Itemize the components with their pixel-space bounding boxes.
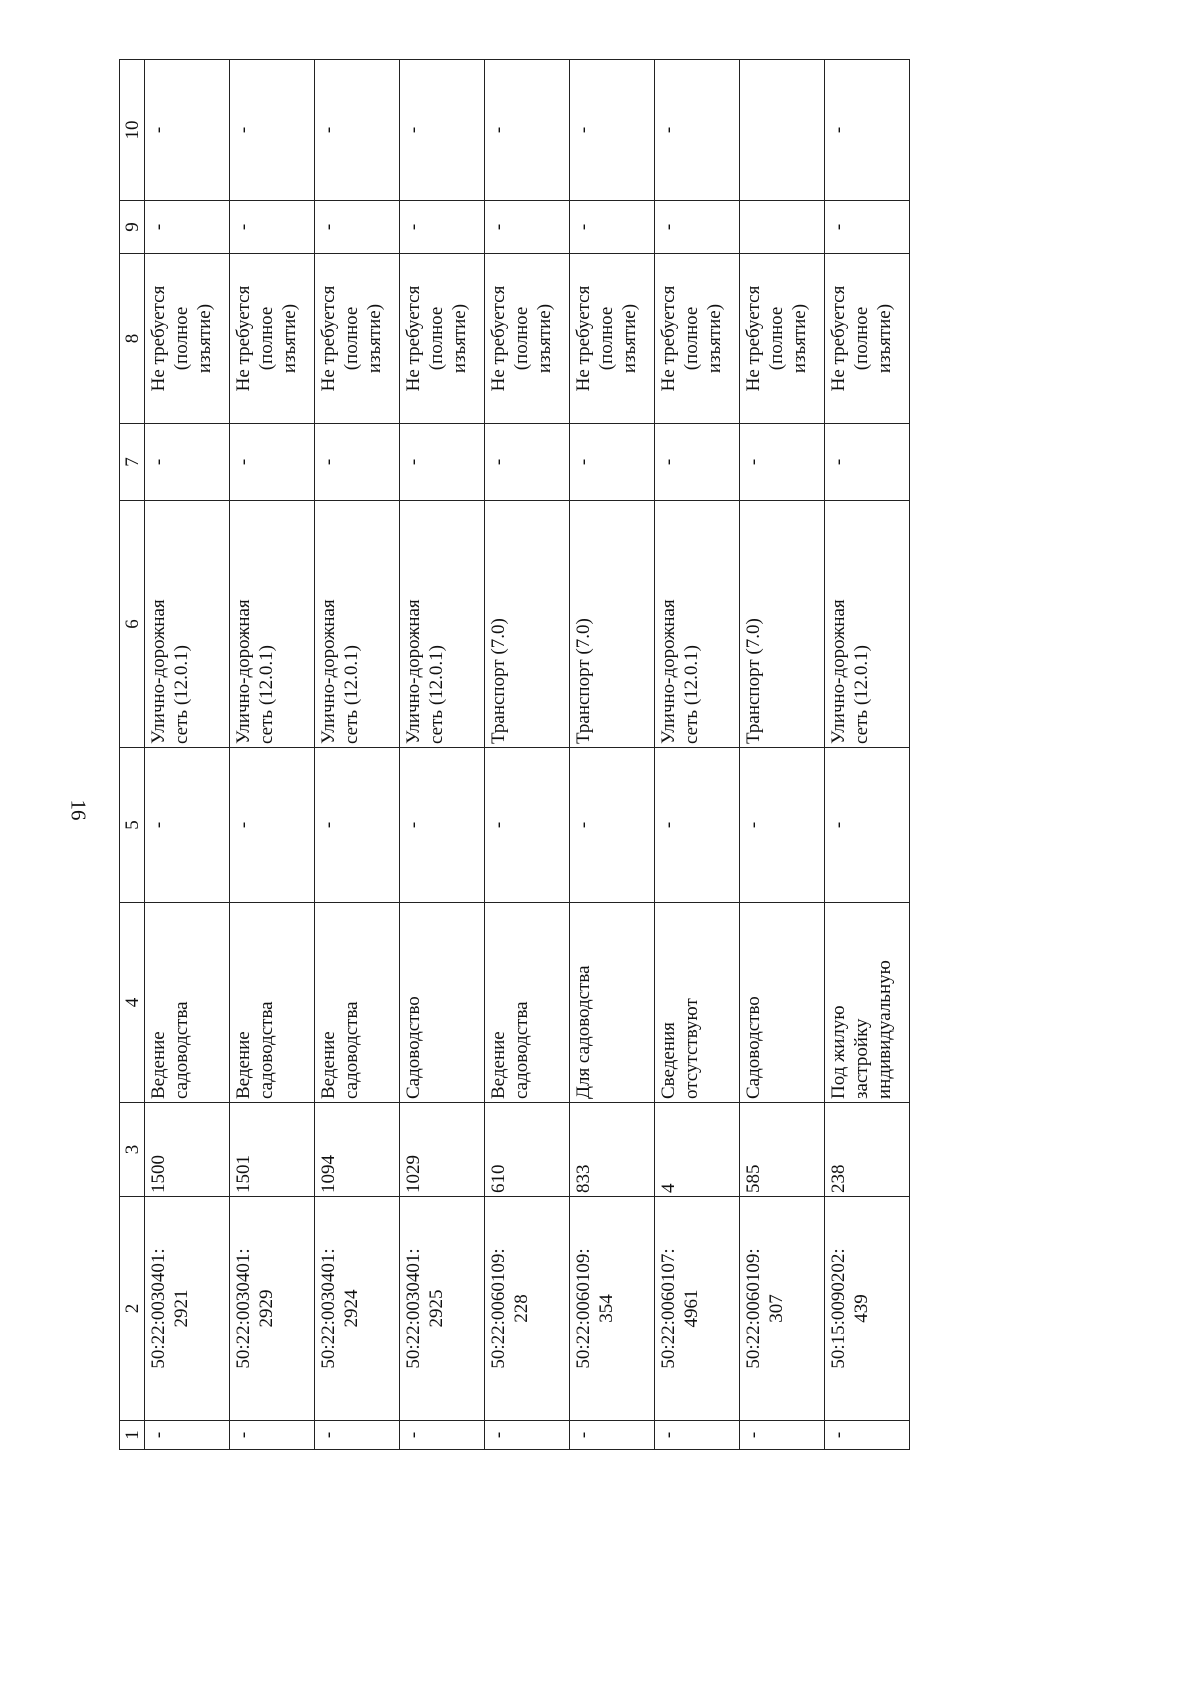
table-row xyxy=(740,60,825,1450)
row-marker-cell: - xyxy=(315,1421,400,1450)
row-marker-cell: - xyxy=(145,1421,230,1450)
area-cell: 4 xyxy=(655,1103,740,1197)
row-marker-cell: - xyxy=(485,1421,570,1450)
header-cell: 1 xyxy=(120,1421,145,1450)
area-cell: 1029 xyxy=(400,1103,485,1197)
restriction-cell: Не требуется (полное изъятие) xyxy=(655,254,740,424)
page-number-text: 16 xyxy=(66,799,91,821)
column-9-cell: - xyxy=(655,201,740,254)
area-cell: 1094 xyxy=(315,1103,400,1197)
column-5-cell: - xyxy=(485,748,570,903)
area-cell: 238 xyxy=(825,1103,910,1197)
planned-use-cell: Транспорт (7.0) xyxy=(485,501,570,748)
planned-use-cell: Улично-дорожная сеть (12.0.1) xyxy=(400,501,485,748)
column-10-cell xyxy=(740,60,825,201)
cadastral-number-cell: 50:22:0030401: 2924 xyxy=(315,1197,400,1421)
rotated-table-wrapper xyxy=(119,60,905,1450)
column-5-cell: - xyxy=(825,748,910,903)
column-5-cell: - xyxy=(230,748,315,903)
restriction-cell: Не требуется (полное изъятие) xyxy=(485,254,570,424)
column-10-cell: - xyxy=(315,60,400,201)
column-7-cell: - xyxy=(655,424,740,501)
planned-use-cell: Улично-дорожная сеть (12.0.1) xyxy=(145,501,230,748)
permitted-use-cell: Под жилую застройку индивидуальную xyxy=(825,903,910,1103)
permitted-use-cell: Садоводство xyxy=(400,903,485,1103)
header-cell: 3 xyxy=(120,1103,145,1197)
column-10-cell: - xyxy=(230,60,315,201)
column-7-cell: - xyxy=(485,424,570,501)
column-9-cell: - xyxy=(570,201,655,254)
permitted-use-cell: Ведение садоводства xyxy=(315,903,400,1103)
table-row xyxy=(655,60,740,1450)
table-row xyxy=(230,60,315,1450)
area-cell: 1500 xyxy=(145,1103,230,1197)
planned-use-cell: Транспорт (7.0) xyxy=(740,501,825,748)
restriction-cell: Не требуется (полное изъятие) xyxy=(145,254,230,424)
cadastral-number-cell: 50:22:0060109: 354 xyxy=(570,1197,655,1421)
restriction-cell: Не требуется (полное изъятие) xyxy=(825,254,910,424)
area-cell: 1501 xyxy=(230,1103,315,1197)
restriction-cell: Не требуется (полное изъятие) xyxy=(570,254,655,424)
table-row xyxy=(145,60,230,1450)
planned-use-cell: Улично-дорожная сеть (12.0.1) xyxy=(230,501,315,748)
table-row xyxy=(570,60,655,1450)
table-row xyxy=(400,60,485,1450)
cadastral-number-cell: 50:22:0030401: 2925 xyxy=(400,1197,485,1421)
column-10-cell: - xyxy=(485,60,570,201)
column-7-cell: - xyxy=(230,424,315,501)
row-marker-cell: - xyxy=(570,1421,655,1450)
column-9-cell: - xyxy=(230,201,315,254)
column-5-cell: - xyxy=(400,748,485,903)
cadastral-number-cell: 50:22:0060107: 4961 xyxy=(655,1197,740,1421)
cadastral-number-cell: 50:22:0030401: 2921 xyxy=(145,1197,230,1421)
table-row xyxy=(485,60,570,1450)
table-row xyxy=(315,60,400,1450)
permitted-use-cell: Садоводство xyxy=(740,903,825,1103)
restriction-cell: Не требуется (полное изъятие) xyxy=(400,254,485,424)
column-10-cell: - xyxy=(400,60,485,201)
permitted-use-cell: Ведение садоводства xyxy=(145,903,230,1103)
column-7-cell: - xyxy=(570,424,655,501)
column-9-cell: - xyxy=(145,201,230,254)
column-5-cell: - xyxy=(655,748,740,903)
land-plots-table-frame xyxy=(119,60,905,1450)
area-cell: 833 xyxy=(570,1103,655,1197)
cadastral-number-cell: 50:22:0060109: 228 xyxy=(485,1197,570,1421)
column-9-cell: - xyxy=(825,201,910,254)
area-cell: 610 xyxy=(485,1103,570,1197)
cadastral-number-cell: 50:15:0090202: 439 xyxy=(825,1197,910,1421)
planned-use-cell: Улично-дорожная сеть (12.0.1) xyxy=(315,501,400,748)
column-9-cell: - xyxy=(400,201,485,254)
column-9-cell xyxy=(740,201,825,254)
column-10-cell: - xyxy=(570,60,655,201)
header-cell: 6 xyxy=(120,501,145,748)
column-10-cell: - xyxy=(655,60,740,201)
planned-use-cell: Улично-дорожная сеть (12.0.1) xyxy=(825,501,910,748)
column-5-cell: - xyxy=(145,748,230,903)
permitted-use-cell: Сведения отсутствуют xyxy=(655,903,740,1103)
column-5-cell: - xyxy=(740,748,825,903)
header-cell: 10 xyxy=(120,60,145,201)
row-marker-cell: - xyxy=(825,1421,910,1450)
column-10-cell: - xyxy=(145,60,230,201)
planned-use-cell: Улично-дорожная сеть (12.0.1) xyxy=(655,501,740,748)
column-7-cell: - xyxy=(145,424,230,501)
column-7-cell: - xyxy=(400,424,485,501)
restriction-cell: Не требуется (полное изъятие) xyxy=(230,254,315,424)
row-marker-cell: - xyxy=(230,1421,315,1450)
header-cell: 5 xyxy=(120,748,145,903)
header-cell: 2 xyxy=(120,1197,145,1421)
column-5-cell: - xyxy=(315,748,400,903)
restriction-cell: Не требуется (полное изъятие) xyxy=(315,254,400,424)
header-row xyxy=(120,60,145,1450)
land-plots-table xyxy=(119,59,910,1450)
header-cell: 7 xyxy=(120,424,145,501)
permitted-use-cell: Ведение садоводства xyxy=(485,903,570,1103)
cadastral-number-cell: 50:22:0060109: 307 xyxy=(740,1197,825,1421)
header-cell: 8 xyxy=(120,254,145,424)
restriction-cell: Не требуется (полное изъятие) xyxy=(740,254,825,424)
permitted-use-cell: Для садоводства xyxy=(570,903,655,1103)
row-marker-cell: - xyxy=(400,1421,485,1450)
column-7-cell: - xyxy=(825,424,910,501)
column-7-cell: - xyxy=(740,424,825,501)
planned-use-cell: Транспорт (7.0) xyxy=(570,501,655,748)
column-7-cell: - xyxy=(315,424,400,501)
area-cell: 585 xyxy=(740,1103,825,1197)
cadastral-number-cell: 50:22:0030401: 2929 xyxy=(230,1197,315,1421)
column-9-cell: - xyxy=(485,201,570,254)
row-marker-cell: - xyxy=(655,1421,740,1450)
column-10-cell: - xyxy=(825,60,910,201)
permitted-use-cell: Ведение садоводства xyxy=(230,903,315,1103)
row-marker-cell: - xyxy=(740,1421,825,1450)
table-row xyxy=(825,60,910,1450)
column-5-cell: - xyxy=(570,748,655,903)
header-cell: 4 xyxy=(120,903,145,1103)
header-cell: 9 xyxy=(120,201,145,254)
column-9-cell: - xyxy=(315,201,400,254)
